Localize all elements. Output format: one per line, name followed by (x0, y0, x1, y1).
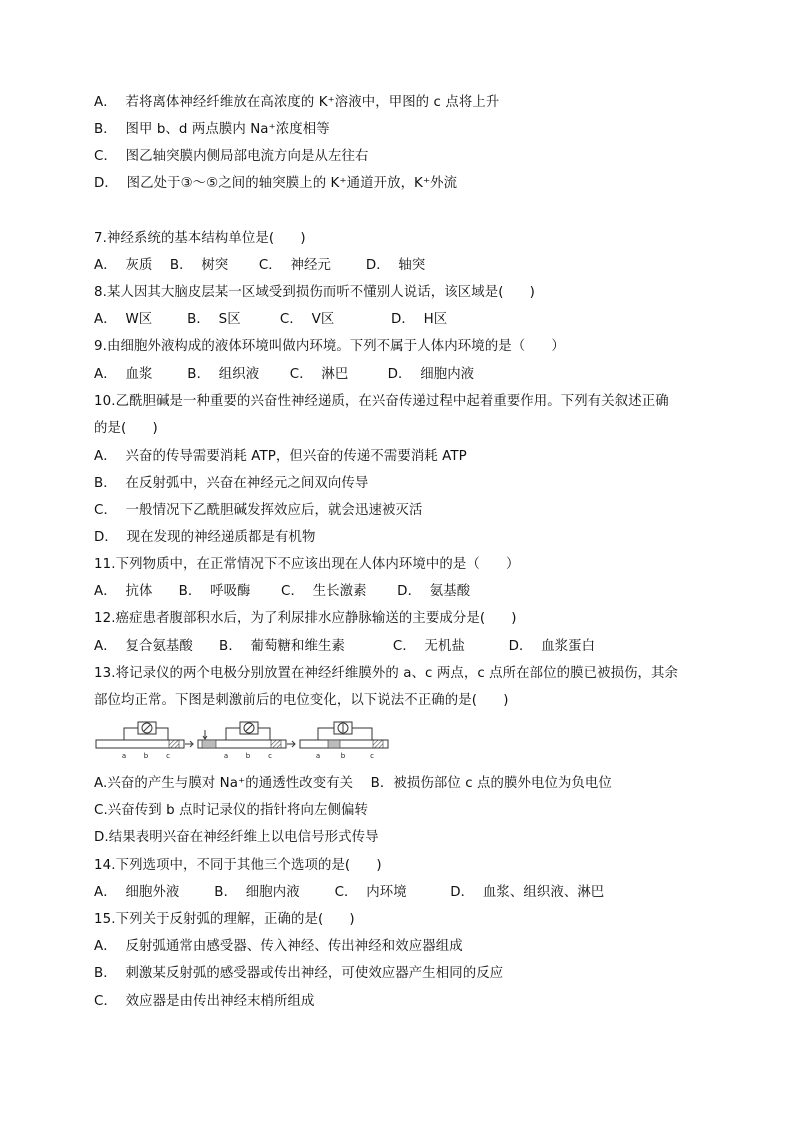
option-10b: B． 在反射弧中，兴奋在神经元之间双向传导 (94, 476, 369, 491)
question-9: 9.由细胞外液构成的液体环境叫做内环境。下列不属于人体内环境的是（ ） (94, 339, 565, 354)
option-15a: A． 反射弧通常由感受器、传入神经、传出神经和效应器组成 (94, 939, 463, 954)
option-13a: A.兴奋的产生与膜对 Na⁺的通透性改变有关 B．被损伤部位 c 点的膜外电位为负电位 (94, 776, 612, 791)
option-10c: C． 一般情况下乙酰胆碱发挥效应后，就会迅速被灭活 (94, 503, 423, 518)
label-c: c (370, 752, 374, 760)
option-13d: D.结果表明兴奋在神经纤维上以电信号形式传导 (94, 830, 379, 845)
label-c: c (166, 752, 170, 760)
option-6a: A． 若将离体神经纤维放在高浓度的 K⁺溶液中，甲图的 c 点将上升 (94, 95, 500, 110)
arrow-icon (185, 741, 193, 747)
question-9-options: A． 血浆 B． 组织液 C． 淋巴 D． 细胞内液 (94, 367, 475, 382)
question-10-line1: 10.乙酰胆碱是一种重要的兴奋性神经递质，在兴奋传递过程中起着重要作用。下列有关叙述正确 (94, 394, 669, 409)
option-10d: D． 现在发现的神经递质都是有机物 (94, 530, 316, 545)
option-13c: C.兴奋传到 b 点时记录仪的指针将向左侧偏转 (94, 803, 368, 818)
label-a: a (121, 752, 127, 760)
label-a: a (223, 752, 229, 760)
figure-panel-2 (198, 722, 295, 760)
option-15c: C． 效应器是由传出神经末梢所组成 (94, 994, 315, 1009)
question-12-options: A． 复合氨基酸 B． 葡萄糖和维生素 C． 无机盐 D． 血浆蛋白 (94, 639, 596, 654)
question-7: 7.神经系统的基本结构单位是( ) (94, 231, 306, 246)
option-6c: C． 图乙轴突膜内侧局部电流方向是从左往右 (94, 149, 369, 164)
option-6d: D． 图乙处于③～⑤之间的轴突膜上的 K⁺通道开放，K⁺外流 (94, 176, 458, 191)
question-11-options: A． 抗体 B． 呼吸酶 C． 生长激素 D． 氨基酸 (94, 584, 471, 599)
question-11: 11.下列物质中，在正常情况下不应该出现在人体内环境中的是（ ） (94, 557, 520, 572)
label-a: a (315, 752, 321, 760)
question-8-options: A． W区 B． S区 C． V区 D． H区 (94, 312, 448, 327)
label-c: c (268, 752, 272, 760)
label-b: b (245, 752, 251, 760)
question-13-line2: 部位均正常。下图是刺激前后的电位变化，以下说法不正确的是( ) (94, 693, 509, 708)
question-14: 14.下列选项中，不同于其他三个选项的是( ) (94, 858, 382, 873)
question-12: 12.癌症患者腹部积水后，为了利尿排水应静脉输送的主要成分是( ) (94, 611, 517, 626)
option-6b: B． 图甲 b、d 两点膜内 Na⁺浓度相等 (94, 122, 330, 137)
question-15: 15.下列关于反射弧的理解，正确的是( ) (94, 912, 355, 927)
question-10-line2: 的是( ) (94, 421, 158, 436)
question-7-options: A． 灰质 B． 树突 C． 神经元 D． 轴突 (94, 258, 426, 273)
label-b: b (340, 752, 346, 760)
question-13-line1: 13.将记录仪的两个电极分别放置在神经纤维膜外的 a、c 两点，c 点所在部位的膜已被损伤，其余 (94, 666, 679, 681)
arrow-icon (287, 741, 295, 747)
label-b: b (143, 752, 149, 760)
figure-panel-3 (300, 722, 388, 760)
option-15b: B． 刺激某反射弧的感受器或传出神经，可使效应器产生相同的反应 (94, 966, 504, 981)
question-8: 8.某人因其大脑皮层某一区域受到损伤而听不懂别人说话，该区域是( ) (94, 285, 535, 300)
nerve-fiber-figure (94, 718, 394, 760)
option-10a: A． 兴奋的传导需要消耗 ATP，但兴奋的传递不需要消耗 ATP (94, 449, 467, 464)
figure-panel-1 (96, 722, 193, 760)
question-14-options: A． 细胞外液 B． 细胞内液 C． 内环境 D． 血浆、组织液、淋巴 (94, 885, 605, 900)
